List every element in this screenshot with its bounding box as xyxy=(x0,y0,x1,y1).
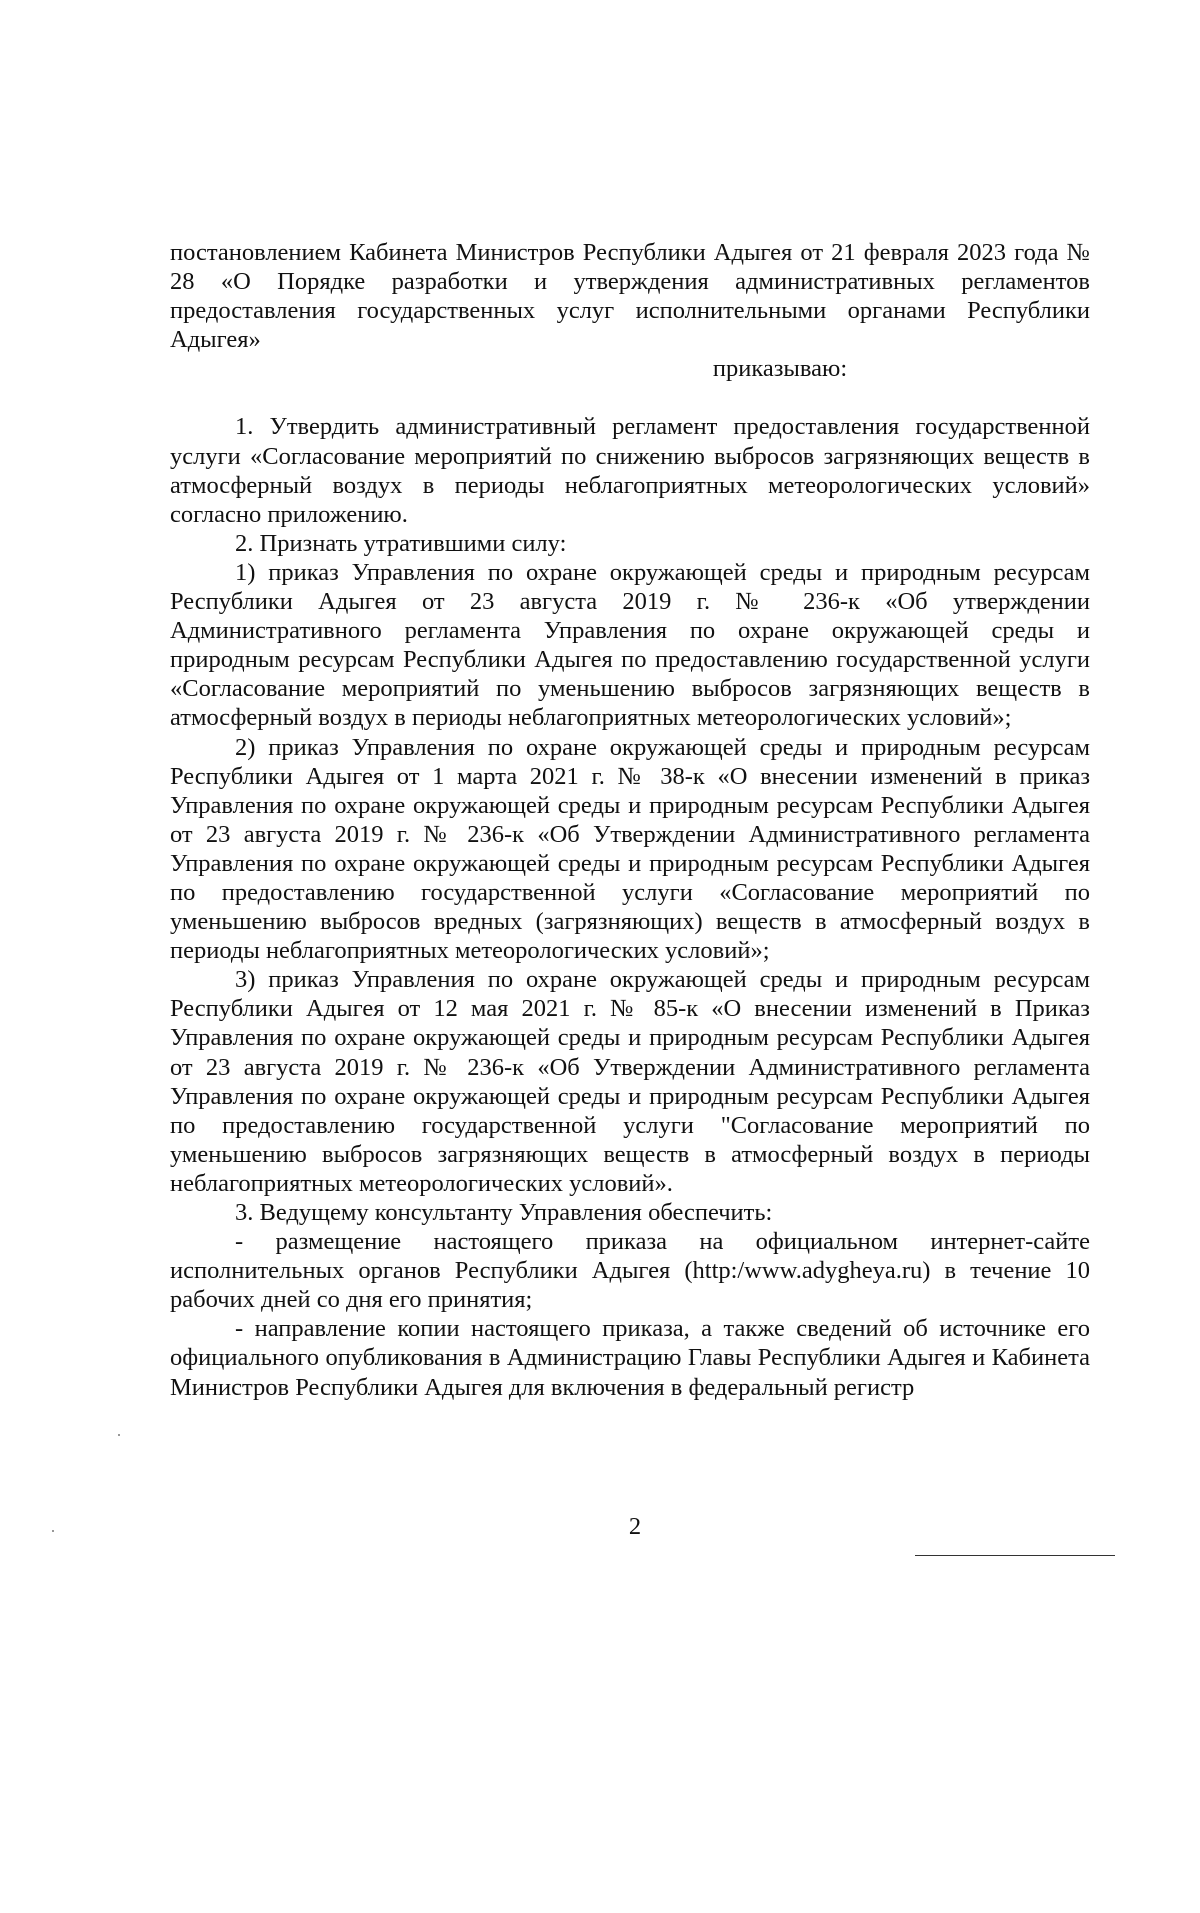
document-body xyxy=(170,238,1090,1402)
paragraph-repeal-heading: 2. Признать утратившими силу: xyxy=(235,529,567,557)
order-word: приказываю: xyxy=(712,355,848,383)
paragraph-consultant-duties: 3. Ведущему консультанту Управления обеспечить: xyxy=(235,1199,773,1226)
paragraph-repeal-item-1: 1) приказ Управления по охране окружающей среды и природным ресурсам Республики Адыгея от 23 августа 2019 г. № 236-к «Об утверждении Административного регламента Управления по охране окружающей среды и природным ресурсам Республики Адыгея по предоставлению государственной услуги «Согласование мероприятий по уменьшению выбросов загрязняющих веществ в атмосферный воздух в периоды неблагоприятных метеорологических условий»; xyxy=(170,558,1090,732)
paragraph-duty-send-copy: - направление копии настоящего приказа, а также сведений об источнике его официального опубликования в Администрацию Главы Республики Адыгея и Кабинета Министров Республики Адыгея для включения в федеральный регистр xyxy=(170,1315,1090,1401)
paragraph-duty-publish: - размещение настоящего приказа на официальном интернет-сайте исполнительных органов Республики Адыгея (http:/www.adygheya.ru) в течение 10 рабочих дней со дня его принятия; xyxy=(170,1228,1090,1314)
intro-paragraph: постановлением Кабинета Министров Республики Адыгея от 21 февраля 2023 года № 28 «О Порядке разработки и утверждения административных регламентов предоставления государственных услуг исполнительными органами Республики Адыгея» xyxy=(170,239,1090,354)
scan-speck xyxy=(118,1434,120,1436)
paragraph-approve-regulation: 1. Утвердить административный регламент предоставления государственной услуги «Согласование мероприятий по снижению выбросов загрязняющих веществ в атмосферный воздух в периоды неблагоприятных метеорологических условий» согласно приложению. xyxy=(170,413,1090,528)
paragraph-repeal-item-2: 2) приказ Управления по охране окружающей среды и природным ресурсам Республики Адыгея от 1 марта 2021 г. № 38-к «О внесении изменений в приказ Управления по охране окружающей среды и природным ресурсам Республики Адыгея от 23 августа 2019 г. № 236-к «Об Утверждении Административного регламента Управления по охране окружающей среды и природным ресурсам Республики Адыгея по предоставлению государственной услуги «Согласование мероприятий по уменьшению выбросов вредных (загрязняющих) веществ в атмосферный воздух в периоды неблагоприятных метеорологических условий»; xyxy=(170,733,1090,965)
page-number: 2 xyxy=(628,1513,642,1540)
paragraph-repeal-item-3: 3) приказ Управления по охране окружающей среды и природным ресурсам Республики Адыгея от 12 мая 2021 г. № 85-к «О внесении изменений в Приказ Управления по охране окружающей среды и природным ресурсам Республики Адыгея от 23 августа 2019 г. № 236-к «Об Утверждении Административного регламента Управления по охране окружающей среды и природным ресурсам Республики Адыгея по предоставлению государственной услуги "Согласование мероприятий по уменьшению выбросов загрязняющих веществ в атмосферный воздух в периоды неблагоприятных метеорологических условий». xyxy=(170,966,1090,1197)
footer-rule xyxy=(915,1555,1115,1556)
scan-speck xyxy=(52,1530,54,1532)
